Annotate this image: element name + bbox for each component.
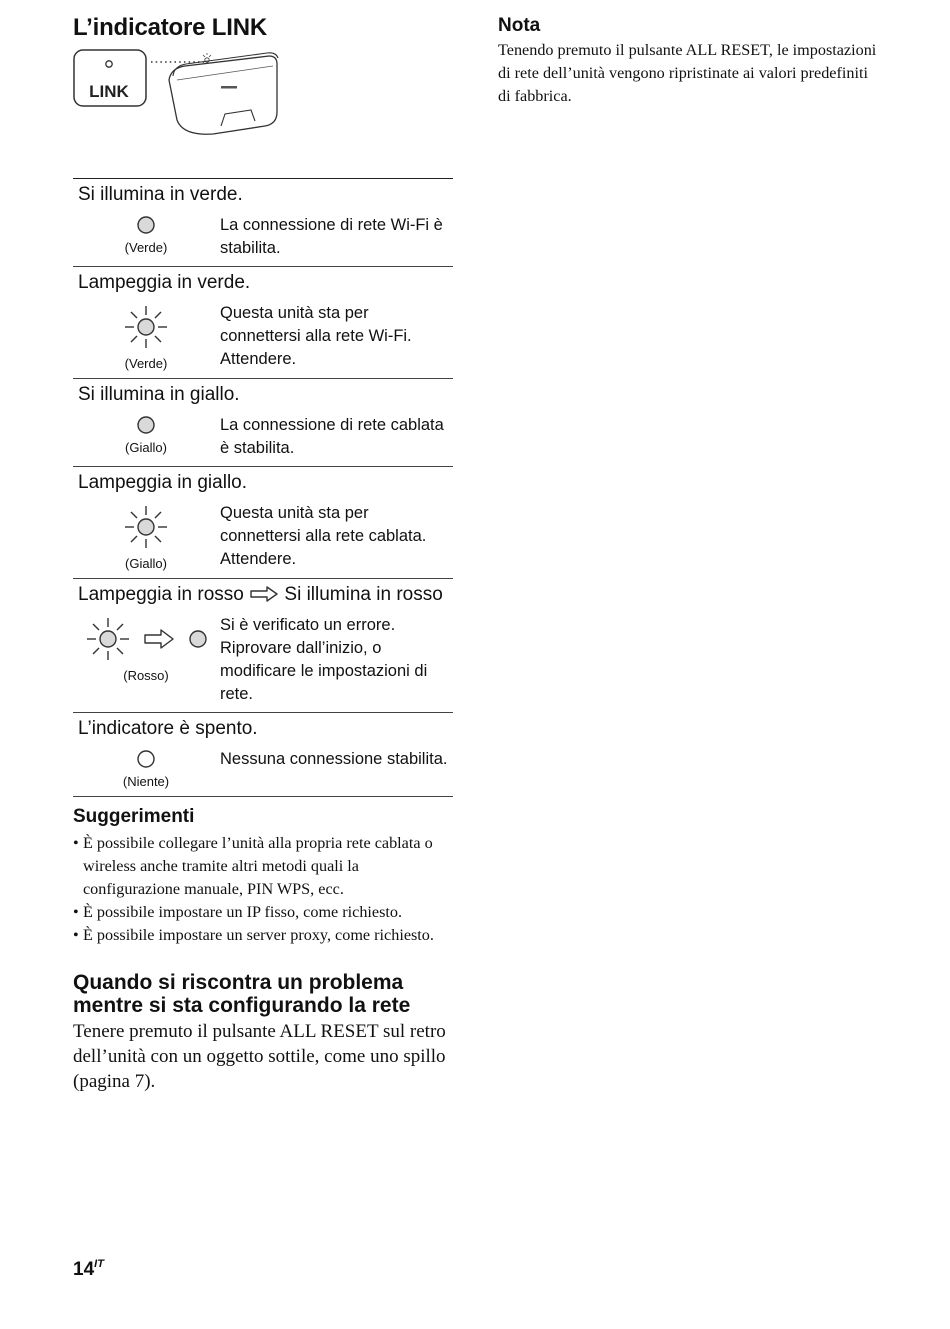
state-description: La connessione di rete Wi-Fi è stabilita. xyxy=(220,216,443,257)
tip-item: • È possibile impostare un IP fisso, come richiesto. xyxy=(73,901,453,924)
left-column xyxy=(73,14,453,1094)
state-caption: (Rosso) xyxy=(123,668,169,683)
tip-item: • È possibile collegare l’unità alla propria rete cablata o wireless anche tramite altri metodi quali la configurazione manuale, PIN WPS, ecc. xyxy=(73,832,453,901)
problem-heading: Quando si riscontra un problema mentre si sta configurando la rete xyxy=(73,971,411,1017)
page-lang: IT xyxy=(94,1258,104,1270)
tip-item: • È possibile impostare un server proxy, come richiesto. xyxy=(73,924,453,947)
state-caption: (Verde) xyxy=(124,356,168,371)
page-title: L’indicatore LINK xyxy=(73,14,267,41)
state-heading: L’indicatore è spento. xyxy=(78,718,258,739)
device-illustration xyxy=(73,48,453,168)
state-description: Questa unità sta per connettersi alla rete Wi-Fi. Attendere. xyxy=(220,304,412,368)
led-off-icon xyxy=(135,748,157,770)
right-column xyxy=(498,14,883,108)
tips-list xyxy=(73,832,453,947)
state-caption: (Giallo) xyxy=(125,556,167,571)
state-symbol xyxy=(73,502,219,572)
state-caption: (Verde) xyxy=(124,240,168,255)
led-blink-then-on-icon xyxy=(76,614,216,664)
problem-text: Tenere premuto il pulsante ALL RESET sul retro dell’unità con un oggetto sottile, come uno spillo (pagina 7). xyxy=(73,1021,446,1092)
led-state-table xyxy=(73,178,453,797)
led-blink-icon xyxy=(121,502,171,552)
speaker-device-icon xyxy=(73,48,293,148)
state-heading: Si illumina in verde. xyxy=(78,184,243,205)
state-caption: (Giallo) xyxy=(125,440,167,455)
state-heading: Si illumina in giallo. xyxy=(78,384,240,405)
state-description: Questa unità sta per connettersi alla rete cablata. Attendere. xyxy=(220,504,427,568)
state-row-green-blink xyxy=(73,267,453,379)
state-symbol xyxy=(73,748,219,790)
state-row-yellow-on xyxy=(73,379,453,467)
state-heading-part2: Si illumina in rosso xyxy=(284,584,443,605)
tips-title: Suggerimenti xyxy=(73,806,195,827)
state-symbol xyxy=(73,614,219,684)
state-symbol xyxy=(73,414,219,456)
page-number-value: 14 xyxy=(73,1259,95,1280)
state-heading xyxy=(73,579,453,608)
state-description: Si è verificato un errore. Riprovare dall’inizio, o modificare le impostazioni di rete. xyxy=(220,616,428,703)
state-row-red xyxy=(73,579,453,713)
state-heading-part1: Lampeggia in rosso xyxy=(78,584,244,605)
led-on-icon xyxy=(135,414,157,436)
page-number xyxy=(73,1258,104,1281)
state-heading: Lampeggia in giallo. xyxy=(78,472,248,493)
arrow-right-icon xyxy=(249,586,279,602)
state-description: Nessuna connessione stabilita. xyxy=(220,750,448,768)
note-title: Nota xyxy=(498,15,541,36)
note-text: Tenendo premuto il pulsante ALL RESET, le impostazioni di rete dell’unità vengono ripristinate ai valori predefiniti di fabbrica. xyxy=(498,41,877,105)
state-row-off xyxy=(73,713,453,797)
state-description: La connessione di rete cablata è stabilita. xyxy=(220,416,444,457)
state-symbol xyxy=(73,214,219,256)
state-symbol xyxy=(73,302,219,372)
state-row-yellow-blink xyxy=(73,467,453,579)
state-caption: (Niente) xyxy=(122,774,170,789)
link-label: LINK xyxy=(89,82,129,101)
state-row-green-on xyxy=(73,179,453,267)
led-blink-icon xyxy=(121,302,171,352)
led-on-icon xyxy=(135,214,157,236)
state-heading: Lampeggia in verde. xyxy=(78,272,251,293)
